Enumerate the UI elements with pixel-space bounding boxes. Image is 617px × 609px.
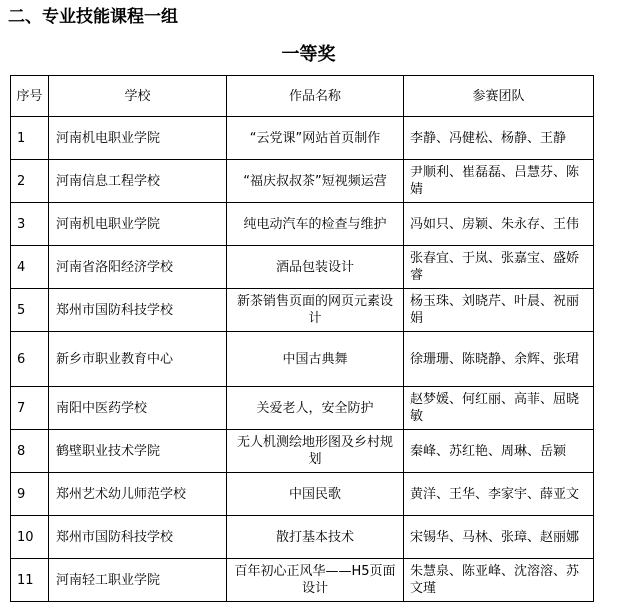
header-work: 作品名称 (227, 76, 404, 117)
row-school: 河南轻工职业学院 (49, 559, 227, 602)
row-work: 新茶销售页面的网页元素设计 (227, 289, 404, 332)
table-row (11, 289, 594, 332)
row-team: 赵梦媛、何红丽、高菲、屈晓敏 (404, 387, 594, 430)
header-index: 序号 (11, 76, 49, 117)
row-school: 郑州市国防科技学校 (49, 516, 227, 559)
row-work: “云党课”网站首页制作 (227, 117, 404, 160)
row-team: 尹顺利、崔磊磊、吕慧芬、陈婧 (404, 160, 594, 203)
row-work: 无人机测绘地形图及乡村规划 (227, 430, 404, 473)
table-row (11, 332, 594, 387)
header-team: 参赛团队 (404, 76, 594, 117)
row-team: 宋锡华、马林、张璋、赵丽娜 (404, 516, 594, 559)
row-work: 中国民歌 (227, 473, 404, 516)
row-school: 南阳中医药学校 (49, 387, 227, 430)
row-number: 4 (11, 246, 49, 289)
row-number: 10 (11, 516, 49, 559)
table-row (11, 430, 594, 473)
row-school: 郑州艺术幼儿师范学校 (49, 473, 227, 516)
row-team: 张春宜、于岚、张嘉宝、盛娇睿 (404, 246, 594, 289)
table-row (11, 559, 594, 602)
row-school: 鹤壁职业技术学院 (49, 430, 227, 473)
row-number: 2 (11, 160, 49, 203)
row-team: 李静、冯健松、杨静、王静 (404, 117, 594, 160)
row-work: 纯电动汽车的检查与维护 (227, 203, 404, 246)
row-number: 11 (11, 559, 49, 602)
row-school: 河南机电职业学院 (49, 203, 227, 246)
table-row (11, 203, 594, 246)
table-row (11, 387, 594, 430)
row-number: 7 (11, 387, 49, 430)
row-number: 3 (11, 203, 49, 246)
row-team: 杨玉珠、刘晓芹、叶晨、祝丽娟 (404, 289, 594, 332)
row-work: 散打基本技术 (227, 516, 404, 559)
row-number: 6 (11, 332, 49, 387)
table-row (11, 516, 594, 559)
row-work: 酒品包装设计 (227, 246, 404, 289)
row-school: 新乡市职业教育中心 (49, 332, 227, 387)
row-team: 徐珊珊、陈晓静、余辉、张珺 (404, 332, 594, 387)
row-number: 9 (11, 473, 49, 516)
row-team: 黄洋、王华、李家宇、薛亚文 (404, 473, 594, 516)
table-row (11, 246, 594, 289)
award-title: 一等奖 (281, 44, 336, 65)
row-number: 8 (11, 430, 49, 473)
row-team: 冯如只、房颖、朱永存、王伟 (404, 203, 594, 246)
row-work: 关爱老人，安全防护 (227, 387, 404, 430)
table-header-row (11, 76, 594, 117)
section-title: 二、专业技能课程一组 (8, 7, 178, 27)
row-school: 河南机电职业学院 (49, 117, 227, 160)
row-work: 百年初心正风华——H5页面设计 (227, 559, 404, 602)
row-school: 郑州市国防科技学校 (49, 289, 227, 332)
row-school: 河南信息工程学校 (49, 160, 227, 203)
row-team: 秦峰、苏红艳、周琳、岳颖 (404, 430, 594, 473)
table-row (11, 117, 594, 160)
row-number: 5 (11, 289, 49, 332)
row-work: 中国古典舞 (227, 332, 404, 387)
row-number: 1 (11, 117, 49, 160)
row-team: 朱慧泉、陈亚峰、沈溶溶、苏文瑾 (404, 559, 594, 602)
table-row (11, 160, 594, 203)
awards-table (10, 75, 594, 602)
table-row (11, 473, 594, 516)
row-school: 河南省洛阳经济学校 (49, 246, 227, 289)
row-work: “福庆叔叔茶”短视频运营 (227, 160, 404, 203)
header-school: 学校 (49, 76, 227, 117)
